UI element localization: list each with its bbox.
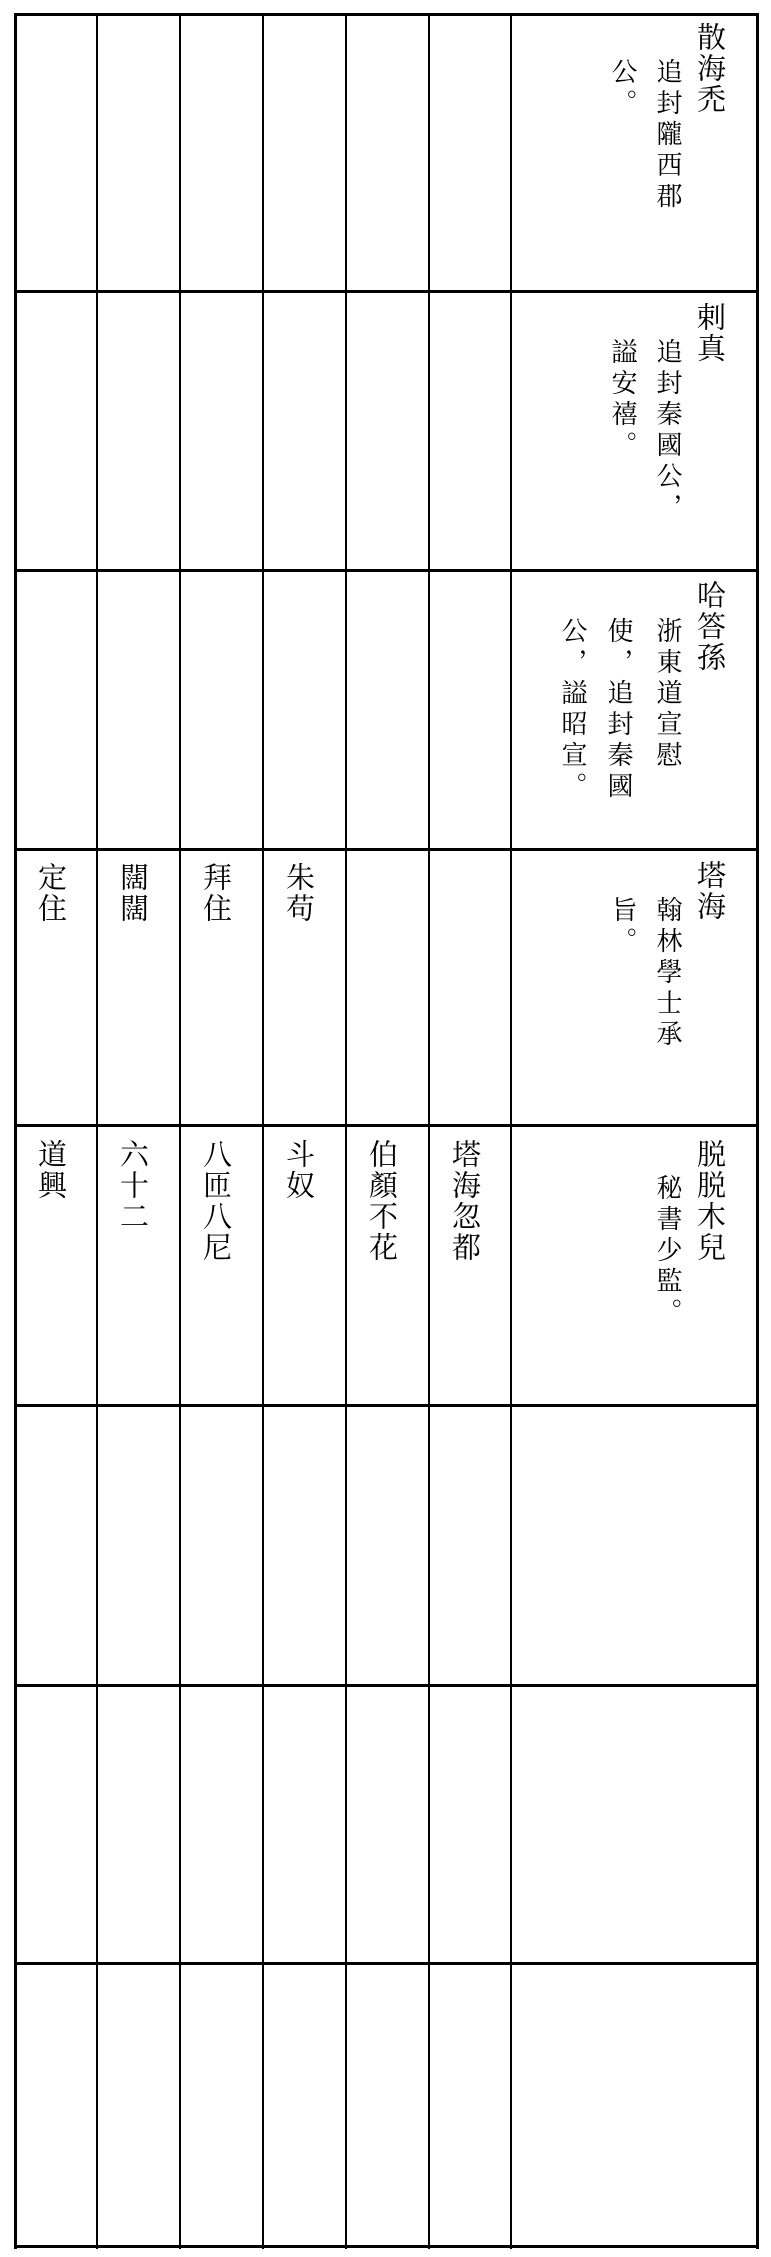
descendant-name: 塔海忽都	[448, 1139, 482, 1263]
column-rule	[179, 14, 181, 2249]
descendant-name: 六十二	[116, 1139, 150, 1232]
ancestor-note: 秘書少監。	[652, 1174, 682, 1329]
ancestor-note: 公，謚昭宣。	[557, 617, 587, 803]
column-rule	[96, 14, 98, 2249]
column-rule	[14, 14, 17, 2249]
row-rule	[14, 1684, 759, 1687]
column-rule	[262, 14, 264, 2249]
ancestor-note: 旨。	[607, 896, 637, 958]
descendant-name: 道興	[34, 1139, 68, 1201]
ancestor-note: 翰林學士承	[652, 896, 682, 1051]
ancestor-name: 散海禿	[693, 22, 727, 115]
row-rule	[14, 1124, 759, 1127]
column-rule	[756, 14, 759, 2249]
descendant-name: 伯顏不花	[365, 1139, 399, 1263]
descendant-name: 八匝八尼	[199, 1139, 233, 1263]
descendant-name: 闊闊	[116, 862, 150, 924]
ancestor-name: 脱脱木兒	[693, 1139, 727, 1263]
descendant-name: 拜住	[199, 862, 233, 924]
descendant-name: 定住	[34, 862, 68, 924]
row-rule	[14, 848, 759, 851]
ancestor-note: 使，追封秦國	[603, 617, 633, 803]
column-rule	[510, 14, 512, 2249]
ancestor-note: 謚安禧。	[607, 338, 637, 462]
ancestor-note: 追封隴西郡	[652, 58, 682, 213]
ancestor-note: 浙東道宣慰	[652, 617, 682, 772]
column-rule	[428, 14, 430, 2249]
row-rule	[14, 290, 759, 293]
row-rule	[14, 569, 759, 572]
row-rule	[14, 2245, 759, 2248]
descendant-name: 朱苟	[282, 862, 316, 924]
ancestor-name: 剌真	[693, 302, 727, 364]
ancestor-note: 公。	[607, 58, 637, 120]
descendant-name: 斗奴	[282, 1139, 316, 1201]
ancestor-name: 哈答孫	[693, 580, 727, 673]
row-rule	[14, 1962, 759, 1965]
column-rule	[345, 14, 347, 2249]
ancestor-name: 塔海	[693, 860, 727, 922]
row-rule	[14, 1404, 759, 1407]
ancestor-note: 追封秦國公，	[652, 338, 682, 524]
row-rule	[14, 13, 759, 16]
